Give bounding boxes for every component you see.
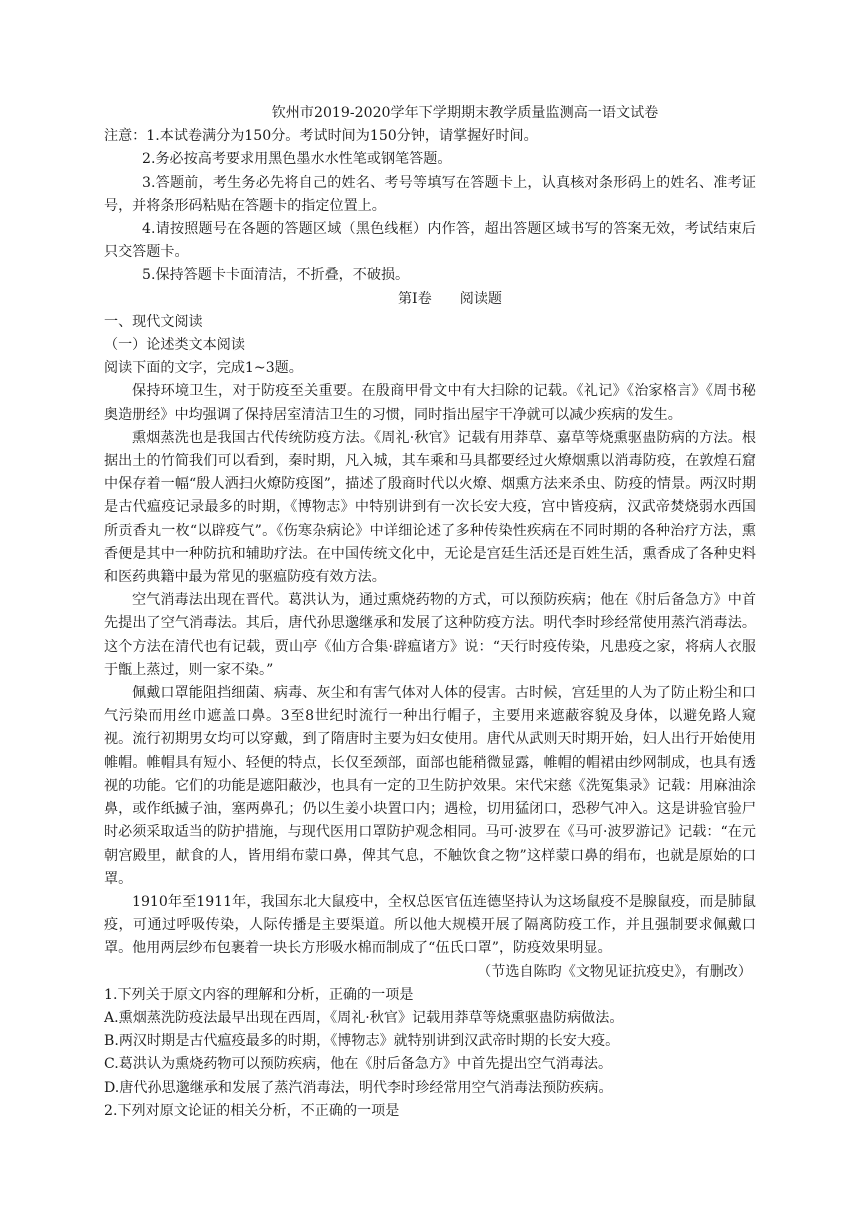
volume-label: 第Ⅰ卷 <box>397 290 432 307</box>
passage-paragraph-1: 保持环境卫生，对于防疫至关重要。在殷商甲骨文中有大扫除的记载。《礼记》《治家格言》《周书秘奥造册经》中均强调了保持居室清洁卫生的习惯，同时指出屋宇干净就可以减少疾病的发生。 <box>104 383 756 423</box>
exam-title: 钦州市2019-2020学年下学期期末教学质量监测高一语文试卷 <box>271 105 659 121</box>
notice-block <box>104 125 756 287</box>
passage-paragraph-4: 佩戴口罩能阻挡细菌、病毒、灰尘和有害气体对人体的侵害。古时候，宫廷里的人为了防止粉尘和口气污染而用丝巾遮盖口鼻。3至8世纪时流行一种出行帽子，主要用来遮蔽容貌及身体，以避免路人窥视。流行初期男女均可以穿戴，到了隋唐时主要为妇女使用。唐代从武则天时期开始，妇人出行开始使用帷帽。帷帽具有短小、轻便的特点，长仅至颈部，面部也能稍微显露，帷帽的帽裙由纱网制成，也具有透视的功能。它们的功能是遮阳蔽沙，也具有一定的卫生防护效果。宋代宋慈《洗冤集录》记载：用麻油涂鼻，或作纸揻子油，塞两鼻孔；仍以生姜小块置口内；遇检，切用猛闭口，恐秽气冲入。这是讲验官验尸时必须采取适当的防护措施，与现代医用口罩防护观念相同。马可·波罗在《马可·波罗游记》记载：“在元朝宫殿里，献食的人，皆用绢布蒙口鼻，俾其气息，不触饮食之物”这样蒙口鼻的绢布，也就是原始的口罩。 <box>104 685 756 887</box>
passage-paragraph-3: 空气消毒法出现在晋代。葛洪认为，通过熏烧药物的方式，可以预防疾病；他在《肘后备急方》中首先提出了空气消毒法。其后，唐代孙思邈继承和发展了这种防疫方法。明代李时珍经常使用蒸汽消毒法。这个方法在清代也有记载，贾山亭《仙方合集·辟瘟诸方》说：“天行时疫传染，凡患疫之家，将病人衣服于甑上蒸过，则一家不染。” <box>104 592 756 678</box>
question-1-option-c: C.葛洪认为熏烧药物可以预防疾病，他在《肘后备急方》中首先提出空气消毒法。 <box>104 1056 613 1073</box>
question-2 <box>104 1100 756 1123</box>
notice-item-4: 4.请按照题号在各题的答题区域（黑色线框）内作答，超出答题区域书写的答案无效，考试结束后只交答题卡。 <box>104 221 756 261</box>
subpart-heading: （一）论述类文本阅读 <box>104 337 245 354</box>
reading-instruction: 阅读下面的文字，完成1~3题。 <box>104 360 303 377</box>
document-body <box>104 102 756 1123</box>
notice-item-1: 注意：1.本试卷满分为150分。考试时间为150分钟，请掌握好时间。 <box>104 128 538 145</box>
question-1-option-a: A.熏烟蒸洗防疫法最早出现在西周，《周礼·秋官》记载用莽草等烧熏驱蛊防病做法。 <box>104 1009 624 1026</box>
question-1-stem: 1.下列关于原文内容的理解和分析，正确的一项是 <box>104 986 414 1003</box>
question-2-stem: 2.下列对原文论证的相关分析，不正确的一项是 <box>104 1102 400 1119</box>
passage-paragraph-2: 熏烟蒸洗也是我国古代传统防疫方法。《周礼·秋官》记载有用莽草、嘉草等烧熏驱蛊防病的方法。根据出土的竹简我们可以看到，秦时期，凡入城，其车乘和马具都要经过火燎烟熏以消毒防疫，在敦煌石窟中保存着一幅“殷人洒扫火燎防疫图”，描述了殷商时代以火燎、烟熏方法来杀虫、防疫的情景。两汉时期是古代瘟疫记录最多的时期，《博物志》中特别讲到有一次长安大疫，宫中皆疫病，汉武帝焚烧弱水西国所贡香丸一枚“以辟疫气”。《伤寒杂病论》中详细论述了多种传染性疾病在不同时期的各种治疗方法，熏香便是其中一种防抗和辅助疗法。在中国传统文化中，无论是宫廷生活还是百姓生活，熏香成了各种史料和医药典籍中最为常见的驱瘟防疫有效方法。 <box>104 429 756 586</box>
section-heading <box>104 288 756 311</box>
notice-item-5: 5.保持答题卡卡面清洁，不折叠，不破损。 <box>142 267 410 284</box>
section-name: 阅读题 <box>459 290 503 307</box>
question-1 <box>104 984 756 1100</box>
notice-item-2: 2.务必按高考要求用黑色墨水水性笔或钢笔答题。 <box>142 151 452 168</box>
question-1-option-b: B.两汉时期是古代瘟疫最多的时期，《博物志》就特别讲到汉武帝时期的长安大疫。 <box>104 1033 620 1050</box>
passage <box>104 380 756 960</box>
passage-source: （节选自陈昀《文物见证抗疫史》，有删改） <box>477 963 752 980</box>
notice-label: 注意： <box>104 128 147 145</box>
part-heading: 一、现代文阅读 <box>104 313 203 330</box>
notice-item-3: 3.答题前，考生务必先将自己的姓名、考号等填写在答题卡上，认真核对条形码上的姓名、准考证号，并将条形码粘贴在答题卡的指定位置上。 <box>104 174 756 214</box>
passage-paragraph-5: 1910年至1911年，我国东北大鼠疫中，全权总医官伍连德坚持认为这场鼠疫不是腺鼠疫，而是肺鼠疫，可通过呼吸传染，人际传播是主要渠道。所以他大规模开展了隔离防疫工作，并且强制要求佩戴口罩。他用两层纱布包裹着一块长方形吸水棉而制成了“伍氏口罩”，防疫效果明显。 <box>104 893 756 957</box>
question-1-option-d: D.唐代孙思邈继承和发展了蒸汽消毒法，明代李时珍经常用空气消毒法预防疾病。 <box>104 1079 613 1096</box>
